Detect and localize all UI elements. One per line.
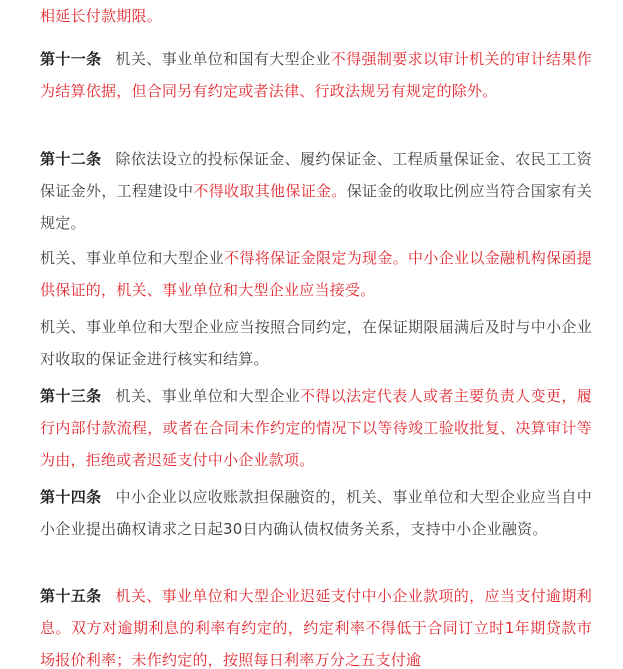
article-heading: 第十二条 [40, 150, 102, 168]
emphasis-text: 机关、事业单位和大型企业迟延支付中小企业款项的，应当支付逾期利息。双方对逾期利息的利率有约定的，约定利率不得低于合同订立时1年期贷款市场报价利率；未作约定的，按照每日利率万分之五支付逾 [40, 587, 592, 669]
paragraph-continuation [40, 0, 592, 32]
article-heading: 第十三条 [40, 387, 102, 405]
article-heading: 第十四条 [40, 488, 102, 506]
article-heading: 第十一条 [40, 50, 102, 68]
article-heading: 第十五条 [40, 587, 102, 605]
body-text: 机关、事业单位和大型企业 [40, 249, 225, 267]
body-text: 除依法设立的投标保证金、履约保证金、工程质量保证金、农民工工资保证金外，工程建设中 [40, 150, 592, 200]
emphasis-text: 不得收取其他保证金。 [193, 182, 347, 200]
body-text: 机关、事业单位和大型企业应当按照合同约定，在保证期限届满后及时与中小企业对收取的保证金进行核实和结算。 [40, 318, 592, 368]
article-11 [40, 43, 592, 107]
body-text: 保证金的收取比例应当符合国家有关规定。 [40, 182, 592, 232]
article-14 [40, 481, 592, 545]
article-13 [40, 380, 592, 476]
emphasis-text: 相延长付款期限。 [40, 7, 163, 25]
emphasis-text: 不得将保证金限定为现金。中小企业以金融机构保函提供保证的，机关、事业单位和大型企业应当接受。 [40, 249, 592, 299]
article-12 [40, 143, 592, 239]
emphasis-text: 不得以法定代表人或者主要负责人变更，履行内部付款流程，或者在合同未作约定的情况下以等待竣工验收批复、决算审计等为由，拒绝或者迟延支付中小企业款项。 [40, 387, 592, 469]
body-text: 机关、事业单位和国有大型企业 [115, 50, 331, 68]
emphasis-text: 不得强制要求以审计机关的审计结果作为结算依据，但合同另有约定或者法律、行政法规另有规定的除外。 [40, 50, 592, 100]
body-text: 中小企业以应收账款担保融资的，机关、事业单位和大型企业应当自中小企业提出确权请求之日起30日内确认债权债务关系，支持中小企业融资。 [40, 488, 592, 538]
article-12-settlement-clause [40, 311, 592, 375]
article-15 [40, 580, 592, 669]
article-12-cash-clause [40, 242, 592, 306]
body-text: 机关、事业单位和大型企业 [115, 387, 300, 405]
